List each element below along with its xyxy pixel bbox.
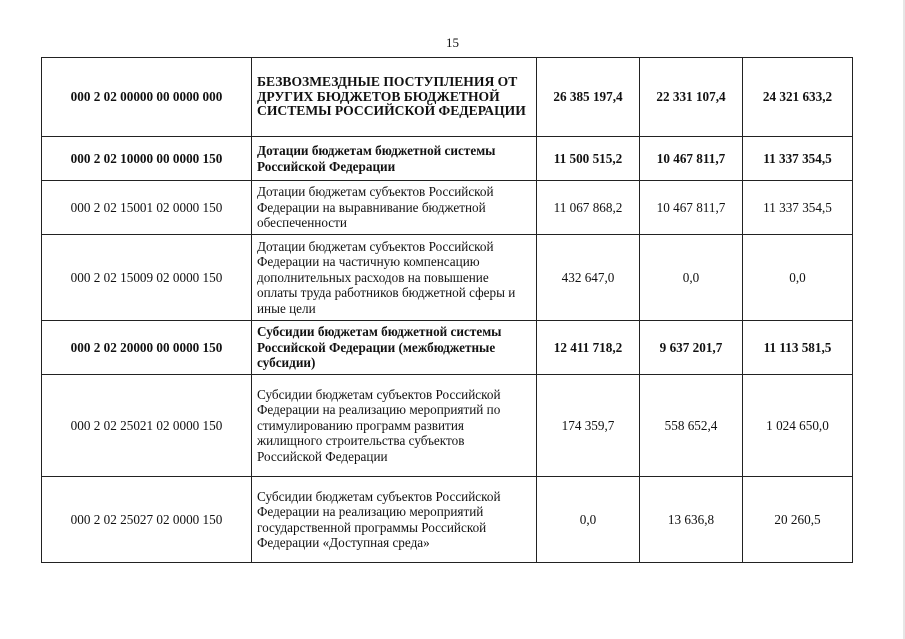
table-row (42, 375, 853, 477)
amount-cell-1: 12 411 718,2 (537, 321, 640, 375)
amount-cell-3: 11 113 581,5 (743, 321, 853, 375)
amount-cell-2: 10 467 811,7 (640, 181, 743, 235)
item-name-cell: Дотации бюджетам бюджетной системы Российской Федерации (252, 137, 537, 181)
table-row (42, 181, 853, 235)
budget-code-cell: 000 2 02 10000 00 0000 150 (42, 137, 252, 181)
item-name-cell: Субсидии бюджетам субъектов Российской Федерации на реализацию мероприятий государственной программы Российской Федерации «Доступная среда» (252, 477, 537, 563)
amount-cell-2: 10 467 811,7 (640, 137, 743, 181)
table-row (42, 235, 853, 321)
amount-cell-3: 1 024 650,0 (743, 375, 853, 477)
amount-cell-1: 0,0 (537, 477, 640, 563)
amount-cell-2: 13 636,8 (640, 477, 743, 563)
budget-code-cell: 000 2 02 00000 00 0000 000 (42, 58, 252, 137)
budget-code-cell: 000 2 02 15001 02 0000 150 (42, 181, 252, 235)
amount-cell-3: 11 337 354,5 (743, 181, 853, 235)
amount-cell-3: 0,0 (743, 235, 853, 321)
amount-cell-1: 11 500 515,2 (537, 137, 640, 181)
amount-cell-2: 9 637 201,7 (640, 321, 743, 375)
budget-code-cell: 000 2 02 25021 02 0000 150 (42, 375, 252, 477)
amount-cell-1: 11 067 868,2 (537, 181, 640, 235)
amount-cell-1: 26 385 197,4 (537, 58, 640, 137)
amount-cell-2: 0,0 (640, 235, 743, 321)
table-row (42, 321, 853, 375)
amount-cell-1: 432 647,0 (537, 235, 640, 321)
amount-cell-2: 558 652,4 (640, 375, 743, 477)
table-row (42, 137, 853, 181)
amount-cell-1: 174 359,7 (537, 375, 640, 477)
budget-code-cell: 000 2 02 20000 00 0000 150 (42, 321, 252, 375)
amount-cell-2: 22 331 107,4 (640, 58, 743, 137)
item-name-cell: Субсидии бюджетам субъектов Российской Федерации на реализацию мероприятий по стимулированию программ развития жилищного строительства субъектов Российской Федерации (252, 375, 537, 477)
item-name-cell: Дотации бюджетам субъектов Российской Федерации на выравнивание бюджетной обеспеченности (252, 181, 537, 235)
table-row (42, 58, 853, 137)
item-name-cell: Субсидии бюджетам бюджетной системы Российской Федерации (межбюджетные субсидии) (252, 321, 537, 375)
budget-code-cell: 000 2 02 15009 02 0000 150 (42, 235, 252, 321)
amount-cell-3: 24 321 633,2 (743, 58, 853, 137)
budget-code-cell: 000 2 02 25027 02 0000 150 (42, 477, 252, 563)
page-number: 15 (446, 35, 459, 50)
budget-revenue-table (41, 57, 853, 563)
amount-cell-3: 20 260,5 (743, 477, 853, 563)
item-name-cell: БЕЗВОЗМЕЗДНЫЕ ПОСТУПЛЕНИЯ ОТ ДРУГИХ БЮДЖЕТОВ БЮДЖЕТНОЙ СИСТЕМЫ РОССИЙСКОЙ ФЕДЕРАЦИИ (252, 58, 537, 137)
table-row (42, 477, 853, 563)
amount-cell-3: 11 337 354,5 (743, 137, 853, 181)
item-name-cell: Дотации бюджетам субъектов Российской Федерации на частичную компенсацию дополнительных расходов на повышение оплаты труда работников бюджетной сферы и иные цели (252, 235, 537, 321)
